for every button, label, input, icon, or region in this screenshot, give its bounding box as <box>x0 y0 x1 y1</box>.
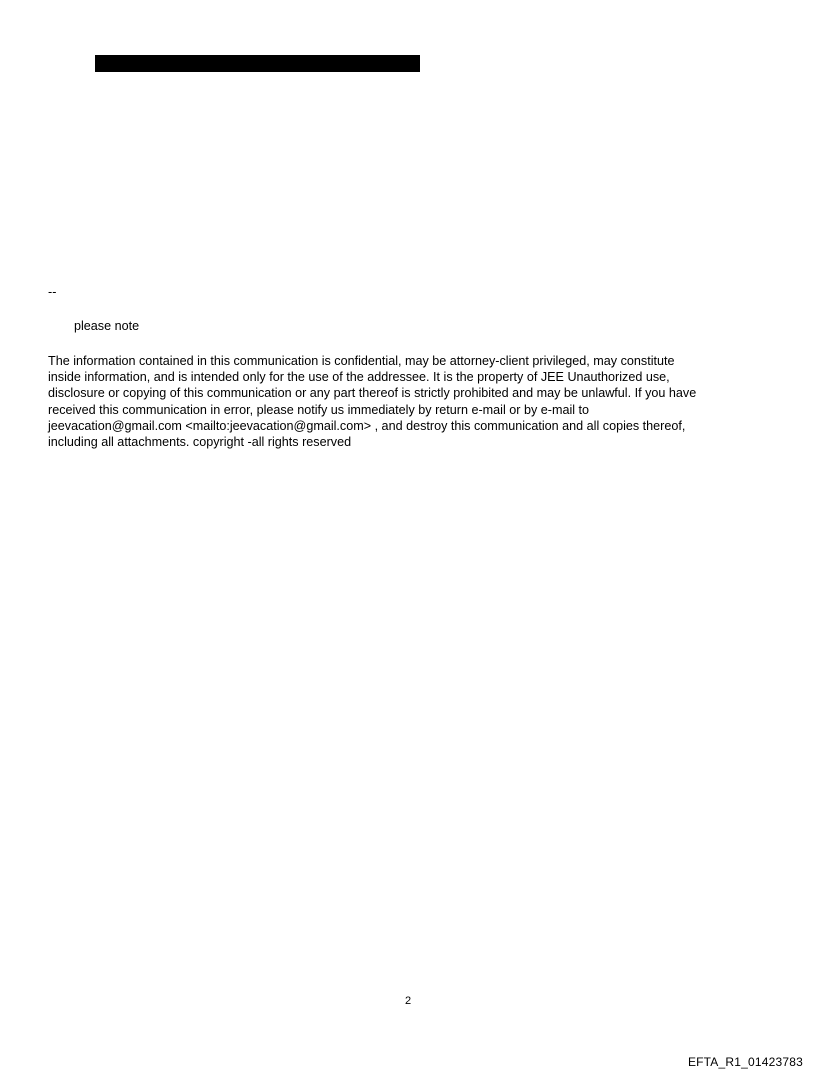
disclaimer-line: The information contained in this communication is confidential, may be attorney-client privileged, may constitute <box>48 354 675 368</box>
disclaimer-line: jeevacation@gmail.com <mailto:jeevacation@gmail.com> , and destroy this communication and all copies thereof, <box>48 418 686 433</box>
signature-separator: -- <box>48 285 57 299</box>
disclaimer-line: inside information, and is intended only for the use of the addressee. It is the property of JEE Unauthorized use, <box>48 370 670 385</box>
page-number: 2 <box>404 995 412 1007</box>
disclaimer-line: disclosure or copying of this communication or any part thereof is strictly prohibited and may be unlawful. If you have <box>48 386 697 401</box>
document-id: EFTA_R1_01423783 <box>687 1055 803 1069</box>
confidentiality-disclaimer <box>48 353 768 450</box>
redaction-bar <box>95 55 420 72</box>
disclaimer-line: including all attachments. copyright -all rights reserved <box>48 435 352 450</box>
note-heading: please note <box>74 319 140 333</box>
disclaimer-line: received this communication in error, please notify us immediately by return e-mail or by e-mail to <box>48 402 590 417</box>
